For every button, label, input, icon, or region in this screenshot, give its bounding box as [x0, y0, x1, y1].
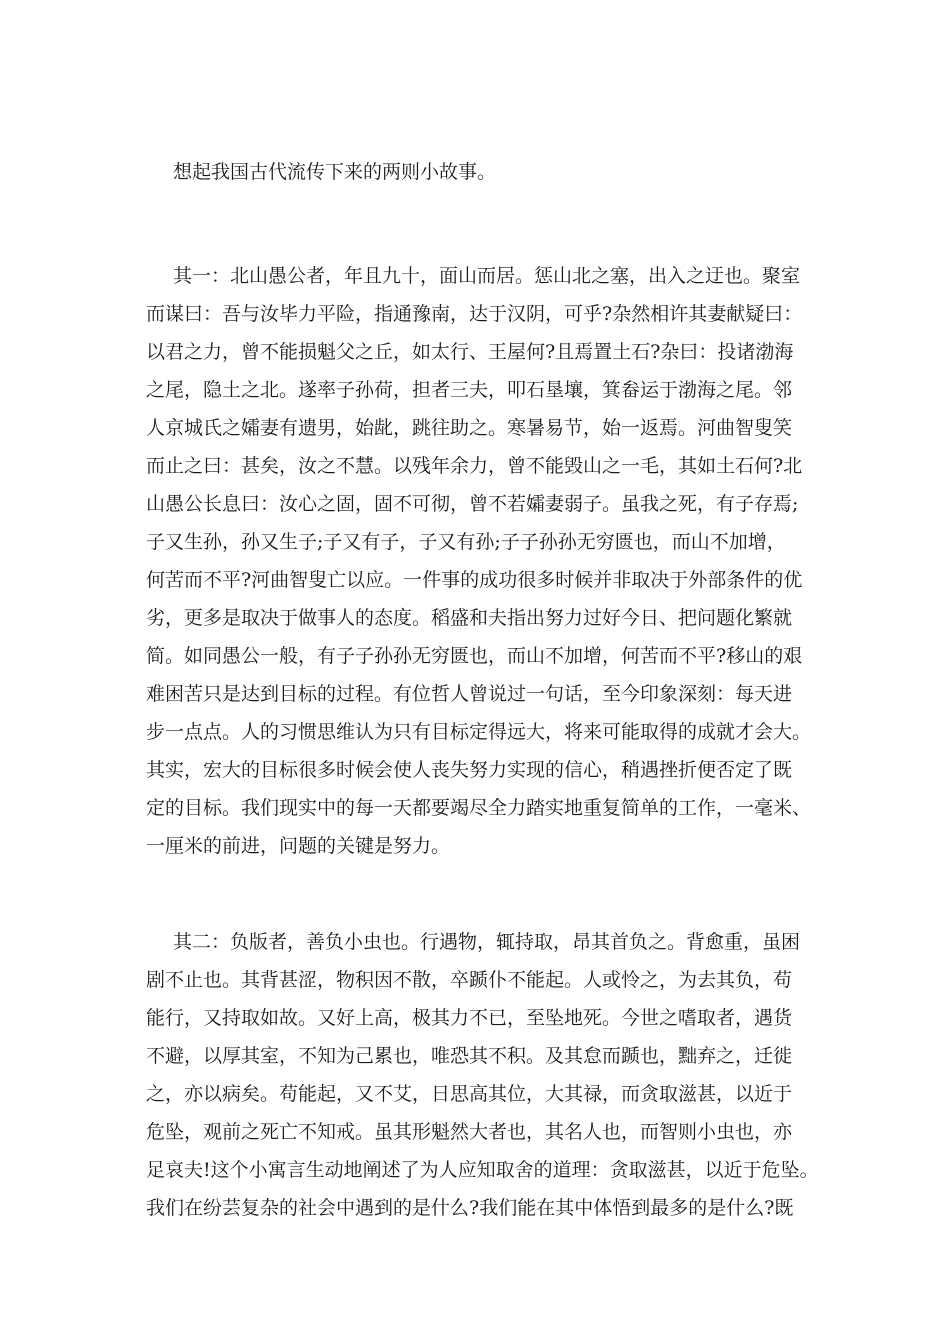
story-one-line: 何苦而不平?河曲智叟亡以应。一件事的成功很多时候并非取决于外部条件的优 [146, 569, 803, 591]
story-one-line: 子又生孙，孙又生子;子又有子，子又有孙;子子孙孙无穷匮也，而山不加增， [146, 531, 786, 553]
story-two-line: 其二：负版者，善负小虫也。行遇物，辄持取，昂其首负之。背愈重，虽困 [173, 931, 801, 953]
story-two-line: 不避，以厚其室，不知为己累也，唯恐其不积。及其怠而踬也，黜弃之，迁徙 [146, 1045, 793, 1067]
story-one-line: 其实，宏大的目标很多时候会使人丧失努力实现的信心，稍遇挫折便否定了既 [146, 759, 793, 781]
intro-line: 想起我国古代流传下来的两则小故事。 [173, 161, 497, 183]
story-two-line: 我们在纷芸复杂的社会中遇到的是什么?我们能在其中体悟到最多的是什么?既 [146, 1197, 794, 1219]
story-one-line: 山愚公长息曰：汝心之固，固不可彻，曾不若孀妻弱子。虽我之死，有子存焉; [146, 493, 799, 515]
story-one-line: 一厘米的前进，问题的关键是努力。 [146, 835, 451, 857]
story-two-line: 之，亦以病矣。苟能起，又不艾，日思高其位，大其禄，而贪取滋甚，以近于 [146, 1083, 793, 1105]
story-one-line: 人京城氏之孀妻有遗男，始龀，跳往助之。寒暑易节，始一返焉。河曲智叟笑 [146, 417, 793, 439]
story-one-line: 以君之力，曾不能损魁父之丘，如太行、王屋何?且焉置土石?杂曰：投诸渤海 [146, 341, 794, 363]
story-two-line: 足哀夫!这个小寓言生动地阐述了为人应知取舍的道理：贪取滋甚，以近于危坠。 [146, 1159, 819, 1181]
story-two-line: 危坠，观前之死亡不知戒。虽其形魁然大者也，其名人也，而智则小虫也，亦 [146, 1121, 793, 1143]
story-one-line: 而止之曰：甚矣，汝之不慧。以残年余力，曾不能毁山之一毛，其如土石何?北 [146, 455, 803, 477]
story-one-line: 简。如同愚公一般，有子子孙孙无穷匮也，而山不加增，何苦而不平?移山的艰 [146, 645, 803, 667]
story-one-line: 步一点点。人的习惯思维认为只有目标定得远大，将来可能取得的成就才会大。 [146, 721, 812, 743]
story-one-line: 而谋曰：吾与汝毕力平险，指通豫南，达于汉阴，可乎?杂然相许其妻献疑曰： [146, 303, 803, 325]
story-two-line: 剧不止也。其背甚涩，物积因不散，卒踬仆不能起。人或怜之，为去其负，苟 [146, 969, 793, 991]
story-one-line: 其一：北山愚公者，年且九十，面山而居。惩山北之塞，出入之迂也。聚室 [173, 265, 801, 287]
story-one-line: 难困苦只是达到目标的过程。有位哲人曾说过一句话，至今印象深刻：每天进 [146, 683, 793, 705]
story-two-line: 能行，又持取如故。又好上高，极其力不已，至坠地死。今世之嗜取者，遇货 [146, 1007, 793, 1029]
story-one-line: 定的目标。我们现实中的每一天都要竭尽全力踏实地重复简单的工作，一毫米、 [146, 797, 812, 819]
story-one-line: 之尾，隐土之北。遂率子孙荷，担者三夫，叩石垦壤，箕畚运于渤海之尾。邻 [146, 379, 793, 401]
story-one-line: 劣，更多是取决于做事人的态度。稻盛和夫指出努力过好今日、把问题化繁就 [146, 607, 793, 629]
